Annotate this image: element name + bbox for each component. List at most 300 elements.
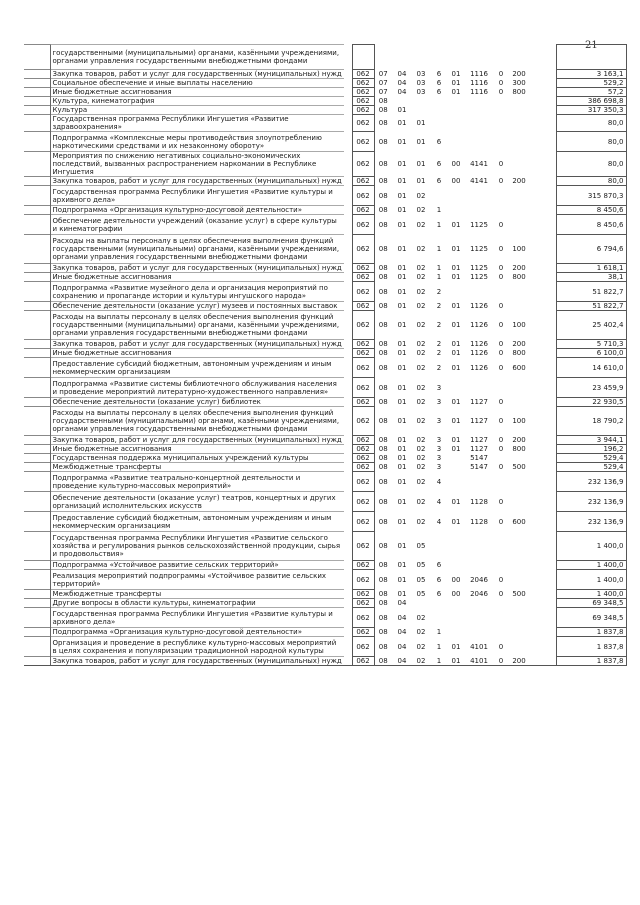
table-row	[24, 570, 626, 590]
row-name: Иные бюджетные ассигнования	[50, 445, 344, 454]
column-counter	[494, 132, 508, 152]
row-spacer	[344, 106, 352, 115]
table-row	[24, 561, 626, 570]
column-main-event	[448, 45, 464, 70]
row-spacer	[530, 570, 556, 590]
column-main-event: 01	[448, 657, 464, 666]
row-spacer	[530, 590, 556, 599]
row-spacer	[344, 378, 352, 398]
row-spacer	[530, 561, 556, 570]
row-spacer	[344, 398, 352, 407]
row-margin-cell	[24, 407, 50, 436]
row-amount: 6 794,6	[556, 235, 626, 264]
column-cost-type	[508, 97, 530, 106]
column-subsection: 01	[397, 445, 407, 453]
column-main-event: 01	[451, 417, 461, 425]
column-program: 02	[416, 340, 426, 348]
column-section: 08	[378, 206, 388, 214]
column-counter: 0	[498, 321, 504, 329]
column-subprogram: 2	[436, 340, 442, 348]
column-main-event	[448, 472, 464, 492]
table-row	[24, 186, 626, 206]
row-margin-cell	[24, 115, 50, 132]
column-counter	[494, 282, 508, 302]
row-name: государственными (муниципальными) органами, казёнными учреждениями, органами управления государственными внебюджетными фондами	[50, 45, 344, 70]
column-ministry: 062	[352, 88, 374, 97]
column-program: 05	[416, 575, 426, 584]
column-direction: 1126	[470, 363, 488, 372]
row-margin-cell	[24, 273, 50, 282]
column-main-event: 01	[451, 497, 461, 506]
column-subprogram: 1	[436, 628, 442, 636]
column-program: 02	[416, 477, 426, 486]
table-row	[24, 492, 626, 512]
row-margin-cell	[24, 608, 50, 628]
row-amount: 1 618,1	[556, 264, 626, 273]
column-counter	[494, 561, 508, 570]
column-program	[412, 106, 430, 115]
column-main-event	[448, 282, 464, 302]
column-subprogram: 4	[436, 477, 442, 486]
column-subprogram: 6	[436, 575, 442, 584]
column-subsection: 01	[397, 106, 407, 114]
table-row	[24, 599, 626, 608]
column-counter: 0	[498, 575, 504, 584]
column-subsection: 01	[397, 206, 407, 214]
column-ministry: 062	[352, 637, 374, 657]
column-direction: 1116	[470, 79, 488, 87]
column-counter: 0	[498, 70, 504, 78]
table-row	[24, 311, 626, 340]
column-direction: 1116	[470, 88, 488, 96]
column-subsection: 04	[397, 642, 407, 651]
row-amount: 18 790,2	[556, 407, 626, 436]
column-program: 02	[416, 398, 426, 406]
row-amount: 317 350,3	[556, 106, 626, 115]
column-ministry: 062	[352, 311, 374, 340]
column-direction	[464, 599, 494, 608]
row-spacer	[344, 88, 352, 97]
column-subprogram: 6	[436, 561, 442, 569]
column-ministry: 062	[352, 657, 374, 666]
column-direction: 1126	[470, 349, 488, 357]
row-spacer	[344, 273, 352, 282]
column-cost-type	[508, 628, 530, 637]
row-amount: 6 100,0	[556, 349, 626, 358]
column-subsection	[392, 97, 412, 106]
column-section: 08	[378, 97, 388, 105]
column-subprogram: 3	[436, 383, 442, 392]
column-subsection: 04	[397, 599, 407, 607]
table-row	[24, 349, 626, 358]
row-name: Обеспечение деятельности учреждений (оказание услуг) в сфере культуры и кинематографии	[50, 215, 344, 235]
column-section: 08	[378, 436, 388, 444]
row-amount: 315 870,3	[556, 186, 626, 206]
row-spacer	[530, 398, 556, 407]
row-margin-cell	[24, 177, 50, 186]
column-cost-type: 600	[512, 363, 526, 372]
column-main-event: 01	[451, 220, 461, 229]
row-margin-cell	[24, 492, 50, 512]
column-cost-type	[508, 115, 530, 132]
row-margin-cell	[24, 45, 50, 70]
column-cost-type: 800	[512, 273, 526, 281]
column-subsection: 04	[397, 88, 407, 96]
table-row	[24, 532, 626, 561]
row-margin-cell	[24, 97, 50, 106]
column-direction: 1127	[470, 398, 488, 406]
column-program: 02	[416, 220, 426, 229]
row-margin-cell	[24, 657, 50, 666]
column-subprogram: 1	[436, 245, 442, 253]
column-main-event	[448, 599, 464, 608]
column-counter: 0	[498, 302, 504, 310]
table-row	[24, 132, 626, 152]
column-ministry: 062	[352, 561, 374, 570]
column-program: 05	[416, 590, 426, 598]
column-subsection: 01	[397, 160, 407, 168]
row-name: Культура, кинематография	[50, 97, 344, 106]
row-margin-cell	[24, 282, 50, 302]
column-cost-type	[508, 398, 530, 407]
column-main-event	[448, 106, 464, 115]
column-section: 08	[378, 106, 388, 114]
column-subprogram	[430, 115, 448, 132]
row-spacer	[530, 70, 556, 79]
row-margin-cell	[24, 590, 50, 599]
row-name: Подпрограмма «Организация культурно-досуговой деятельности»	[50, 206, 344, 215]
column-main-event: 01	[451, 398, 461, 406]
column-program: 02	[416, 497, 426, 506]
row-spacer	[530, 445, 556, 454]
column-section: 08	[378, 119, 388, 127]
column-counter	[494, 115, 508, 132]
row-spacer	[530, 115, 556, 132]
column-cost-type	[508, 637, 530, 657]
row-amount: 23 459,9	[556, 378, 626, 398]
column-direction	[464, 206, 494, 215]
column-subprogram	[430, 532, 448, 561]
table-row	[24, 378, 626, 398]
column-program: 02	[416, 264, 426, 272]
table-row	[24, 177, 626, 186]
column-section: 08	[378, 542, 388, 550]
column-ministry: 062	[352, 70, 374, 79]
row-spacer	[344, 115, 352, 132]
column-program: 02	[416, 628, 426, 636]
row-name: Реализация мероприятий подпрограммы «Устойчивое развитие сельских территорий»	[50, 570, 344, 590]
column-subprogram: 2	[436, 363, 442, 372]
row-name: Предоставление субсидий бюджетным, автономным учреждениям и иным некоммерческим организациям	[50, 512, 344, 532]
column-subprogram: 6	[436, 70, 442, 78]
row-amount: 386 698,8	[556, 97, 626, 106]
column-main-event	[448, 608, 464, 628]
row-spacer	[530, 492, 556, 512]
row-spacer	[530, 512, 556, 532]
column-subsection: 01	[397, 287, 407, 296]
column-program: 02	[416, 642, 426, 651]
column-cost-type: 200	[512, 177, 526, 185]
row-spacer	[530, 628, 556, 637]
column-counter	[494, 45, 508, 70]
column-ministry: 062	[352, 282, 374, 302]
row-name: Закупка товаров, работ и услуг для государственных (муниципальных) нужд	[50, 340, 344, 349]
row-amount: 232 136,9	[556, 472, 626, 492]
column-cost-type	[508, 215, 530, 235]
row-amount: 14 610,0	[556, 358, 626, 378]
table-row	[24, 512, 626, 532]
column-direction: 5147	[470, 463, 488, 471]
row-name: Закупка товаров, работ и услуг для государственных (муниципальных) нужд	[50, 70, 344, 79]
row-spacer	[530, 282, 556, 302]
column-direction: 2046	[470, 575, 488, 584]
row-name: Закупка товаров, работ и услуг для государственных (муниципальных) нужд	[50, 436, 344, 445]
row-margin-cell	[24, 454, 50, 463]
column-subsection: 01	[397, 477, 407, 486]
row-name: Расходы на выплаты персоналу в целях обеспечения выполнения функций государственными (муниципальными) органами, казёнными учреждениями, органами управления государственными внебюджетными фондами	[50, 235, 344, 264]
row-amount	[556, 45, 626, 70]
column-subprogram: 6	[436, 79, 442, 87]
column-subsection: 01	[397, 191, 407, 200]
row-spacer	[344, 349, 352, 358]
column-direction	[464, 132, 494, 152]
column-ministry: 062	[352, 177, 374, 186]
column-ministry: 062	[352, 445, 374, 454]
table-row	[24, 88, 626, 97]
column-subprogram: 3	[436, 454, 442, 462]
column-program: 02	[416, 445, 426, 453]
column-ministry: 062	[352, 106, 374, 115]
page-number: 21	[585, 40, 598, 51]
row-spacer	[344, 206, 352, 215]
row-spacer	[344, 407, 352, 436]
column-counter: 0	[498, 79, 504, 87]
row-margin-cell	[24, 106, 50, 115]
column-counter: 0	[498, 349, 504, 357]
column-section: 08	[378, 363, 388, 372]
row-name: Закупка товаров, работ и услуг для государственных (муниципальных) нужд	[50, 177, 344, 186]
column-program: 01	[416, 160, 426, 168]
row-name: Подпрограмма «Организация культурно-досуговой деятельности»	[50, 628, 344, 637]
column-subprogram: 1	[436, 206, 442, 214]
table-row	[24, 273, 626, 282]
table-row	[24, 45, 626, 70]
column-counter: 0	[498, 398, 504, 406]
column-program: 02	[416, 206, 426, 214]
column-subprogram: 1	[430, 657, 448, 666]
row-spacer	[530, 235, 556, 264]
row-spacer	[530, 407, 556, 436]
column-section: 08	[378, 642, 388, 651]
column-main-event	[448, 463, 464, 472]
column-cost-type: 100	[512, 417, 526, 425]
column-section: 08	[378, 349, 388, 357]
column-program: 05	[416, 542, 426, 550]
column-section: 08	[378, 191, 388, 200]
column-subsection: 01	[397, 220, 407, 229]
table-row	[24, 628, 626, 637]
row-spacer	[344, 186, 352, 206]
column-ministry: 062	[352, 628, 374, 637]
column-subprogram	[430, 45, 448, 70]
column-program: 01	[416, 119, 426, 127]
column-counter: 0	[498, 340, 504, 348]
row-name: Социальное обеспечение и иные выплаты населению	[50, 79, 344, 88]
row-spacer	[344, 657, 352, 666]
column-main-event	[448, 628, 464, 637]
column-section	[374, 45, 392, 70]
row-margin-cell	[24, 599, 50, 608]
row-spacer	[344, 358, 352, 378]
column-subprogram: 2	[436, 287, 442, 296]
column-cost-type	[508, 561, 530, 570]
column-ministry: 062	[352, 436, 374, 445]
column-counter: 0	[498, 497, 504, 506]
column-cost-type	[508, 472, 530, 492]
column-subsection: 01	[397, 436, 407, 444]
column-ministry: 062	[352, 472, 374, 492]
column-ministry: 062	[352, 590, 374, 599]
column-direction: 4101	[470, 642, 488, 651]
column-ministry: 062	[352, 532, 374, 561]
row-spacer	[530, 532, 556, 561]
column-counter: 0	[498, 177, 504, 185]
table-row	[24, 106, 626, 115]
column-counter: 0	[498, 463, 504, 471]
table-row	[24, 454, 626, 463]
column-main-event: 00	[451, 177, 461, 185]
column-cost-type	[508, 186, 530, 206]
row-spacer	[530, 106, 556, 115]
column-cost-type	[508, 132, 530, 152]
row-name: Обеспечение деятельности (оказание услуг) музеев и постоянных выставок	[50, 302, 344, 311]
column-ministry: 062	[352, 132, 374, 152]
column-subprogram: 3	[436, 436, 442, 444]
column-counter: 0	[494, 657, 508, 666]
column-subsection: 01	[397, 463, 407, 471]
column-program: 02	[416, 245, 426, 253]
column-subprogram	[430, 97, 448, 106]
row-name: Государственная поддержка муниципальных учреждений культуры	[50, 454, 344, 463]
column-main-event: 00	[451, 590, 461, 598]
row-amount: 80,0	[556, 152, 626, 177]
row-spacer	[344, 152, 352, 177]
column-main-event: 00	[451, 160, 461, 168]
row-spacer	[344, 599, 352, 608]
row-spacer	[530, 608, 556, 628]
column-direction	[464, 561, 494, 570]
row-margin-cell	[24, 186, 50, 206]
column-direction	[464, 282, 494, 302]
column-main-event	[448, 97, 464, 106]
row-margin-cell	[24, 436, 50, 445]
column-counter: 0	[498, 264, 504, 272]
column-main-event: 01	[451, 302, 461, 310]
row-spacer	[530, 79, 556, 88]
column-direction	[464, 628, 494, 637]
column-direction: 1127	[470, 436, 488, 444]
column-counter	[494, 454, 508, 463]
column-counter	[494, 472, 508, 492]
column-cost-type	[508, 378, 530, 398]
row-name: Межбюджетные трансферты	[50, 463, 344, 472]
column-cost-type	[508, 45, 530, 70]
column-counter: 0	[498, 88, 504, 96]
column-cost-type: 600	[512, 517, 526, 526]
row-name: Подпрограмма «Развитие театрально-концертной деятельности и проведение культурно-массовых мероприятий»	[50, 472, 344, 492]
column-subprogram: 6	[436, 160, 442, 168]
row-spacer	[530, 349, 556, 358]
row-name: Обеспечение деятельности (оказание услуг) библиотек	[50, 398, 344, 407]
table-row	[24, 608, 626, 628]
column-program: 02	[416, 463, 426, 471]
row-spacer	[530, 657, 556, 666]
column-program: 02	[416, 517, 426, 526]
column-counter	[494, 186, 508, 206]
column-section: 08	[378, 264, 388, 272]
column-cost-type	[508, 608, 530, 628]
row-spacer	[344, 561, 352, 570]
row-spacer	[344, 235, 352, 264]
row-margin-cell	[24, 532, 50, 561]
column-ministry: 062	[352, 215, 374, 235]
column-main-event: 01	[451, 79, 461, 87]
column-counter: 0	[498, 517, 504, 526]
column-subsection: 01	[397, 363, 407, 372]
column-ministry	[352, 45, 374, 70]
row-name: Межбюджетные трансферты	[50, 590, 344, 599]
column-section: 08	[378, 273, 388, 281]
column-counter: 0	[498, 220, 504, 229]
column-section: 08	[378, 287, 388, 296]
column-subsection: 04	[392, 657, 412, 666]
column-cost-type: 800	[512, 349, 526, 357]
column-main-event: 01	[451, 70, 461, 78]
row-spacer	[344, 463, 352, 472]
column-main-event: 01	[451, 517, 461, 526]
row-name: Государственная программа Республики Ингушетия «Развитие сельского хозяйства и регулирования рынков сельскохозяйственной продукции, сырья и продовольствия»	[50, 532, 344, 561]
column-cost-type	[508, 302, 530, 311]
column-subsection: 01	[397, 517, 407, 526]
column-program: 02	[416, 287, 426, 296]
row-spacer	[530, 463, 556, 472]
column-program: 05	[416, 561, 426, 569]
column-direction: 1126	[470, 340, 488, 348]
column-counter	[494, 532, 508, 561]
row-spacer	[530, 302, 556, 311]
row-amount: 1 837,8	[556, 637, 626, 657]
column-program: 03	[416, 79, 426, 87]
column-ministry: 062	[352, 608, 374, 628]
column-ministry: 062	[352, 512, 374, 532]
table-row	[24, 445, 626, 454]
column-ministry: 062	[352, 398, 374, 407]
column-section: 08	[378, 628, 388, 636]
row-name: Иные бюджетные ассигнования	[50, 349, 344, 358]
column-direction: 5147	[470, 454, 488, 462]
column-cost-type: 200	[512, 264, 526, 272]
column-subprogram: 1	[436, 220, 442, 229]
table-row	[24, 206, 626, 215]
table-row	[24, 436, 626, 445]
row-spacer	[344, 608, 352, 628]
column-ministry: 062	[352, 340, 374, 349]
table-body	[24, 45, 626, 666]
column-subsection: 01	[397, 561, 407, 569]
row-amount: 3 163,1	[556, 70, 626, 79]
row-name: Подпрограмма «Устойчивое развитие сельских территорий»	[50, 561, 344, 570]
row-amount: 529,4	[556, 463, 626, 472]
